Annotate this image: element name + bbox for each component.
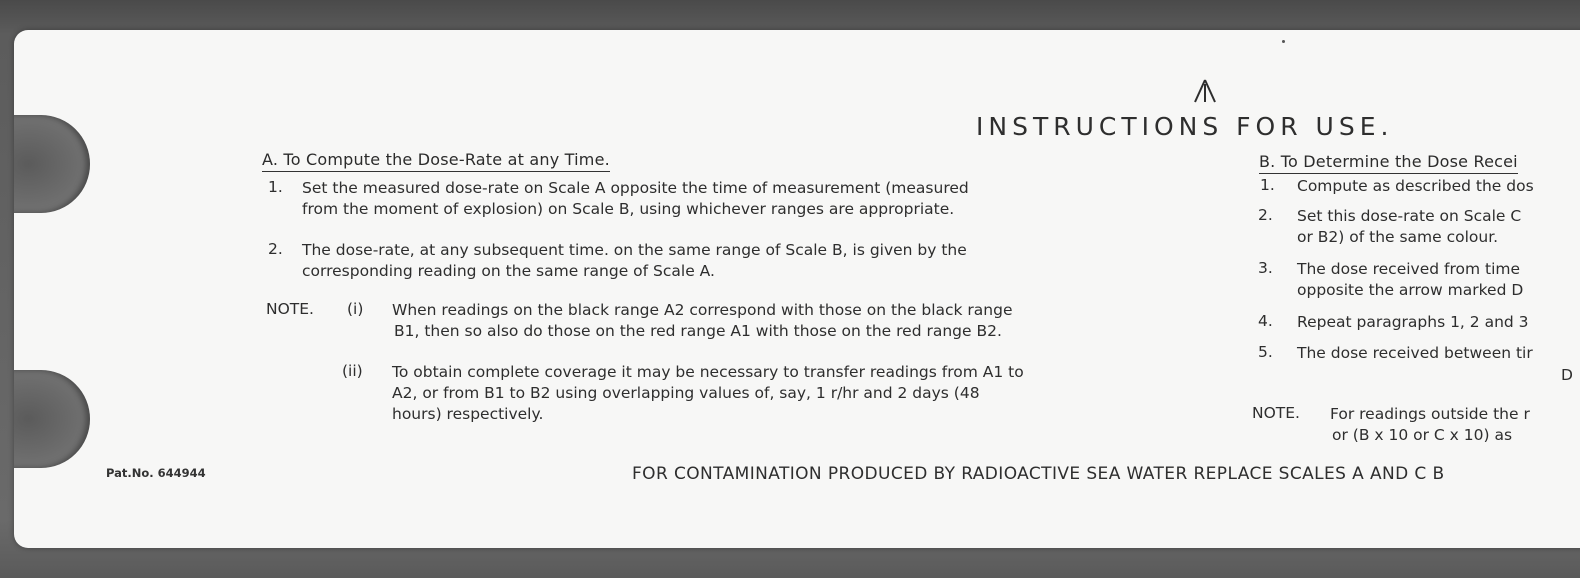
item-line: Set this dose-rate on Scale C (1297, 207, 1522, 225)
item-line: corresponding reading on the same range of Scale A. (302, 262, 715, 280)
item-number: 1. (268, 178, 283, 196)
note-number: (ii) (342, 362, 363, 380)
item-line: The dose received between tir (1297, 344, 1533, 362)
section-b-item-4 (1297, 312, 1529, 333)
item-line: The dose-rate, at any subsequent time. on the same range of Scale B, is given by the (302, 241, 967, 259)
section-a-note-2 (392, 362, 1145, 425)
broad-arrow-icon (1189, 78, 1221, 104)
section-a-item-1 (302, 178, 1145, 220)
card-notch-lower (14, 370, 90, 468)
patent-number: Pat.No. 644944 (106, 466, 206, 480)
section-a-heading: A. To Compute the Dose-Rate at any Time. (262, 150, 610, 172)
item-number: 3. (1258, 259, 1273, 277)
item-number: 2. (1258, 206, 1273, 224)
note-line: hours) respectively. (392, 405, 544, 423)
section-a-note-1 (392, 300, 1145, 342)
item-line: D (1561, 366, 1573, 384)
note-line: To obtain complete coverage it may be necessary to transfer readings from A1 to (392, 363, 1024, 381)
section-b-item-1 (1297, 176, 1534, 197)
item-number: 1. (1260, 176, 1275, 194)
slide-rule-card (14, 30, 1580, 548)
speck (1282, 40, 1285, 43)
item-line: Compute as described the dos (1297, 177, 1534, 195)
page-title: INSTRUCTIONS FOR USE. (976, 112, 1394, 141)
note-line: When readings on the black range A2 correspond with those on the black range (392, 301, 1013, 319)
note-number: (i) (347, 300, 364, 318)
note-line: For readings outside the r (1330, 405, 1530, 423)
note-label: NOTE. (266, 300, 314, 318)
item-line: The dose received from time (1297, 260, 1521, 278)
note-label: NOTE. (1252, 404, 1300, 422)
item-line: or B2) of the same colour. (1297, 228, 1499, 246)
note-line: or (B x 10 or C x 10) as (1332, 426, 1513, 444)
item-number: 5. (1258, 343, 1273, 361)
section-b-note (1330, 404, 1530, 446)
note-line: B1, then so also do those on the red range A1 with those on the red range B2. (394, 322, 1002, 340)
card-notch-upper (14, 115, 90, 213)
note-line: A2, or from B1 to B2 using overlapping values of, say, 1 r/hr and 2 days (48 (392, 384, 980, 402)
footer-note: FOR CONTAMINATION PRODUCED BY RADIOACTIVE SEA WATER REPLACE SCALES A AND C B (632, 464, 1445, 484)
item-number: 2. (268, 240, 283, 258)
section-a-item-2 (302, 240, 1145, 282)
item-line: Repeat paragraphs 1, 2 and 3 (1297, 313, 1529, 331)
item-line: from the moment of explosion) on Scale B, using whichever ranges are appropriate. (302, 200, 955, 218)
section-b-heading: B. To Determine the Dose Recei (1259, 152, 1518, 174)
item-line: opposite the arrow marked D (1297, 281, 1524, 299)
section-b-item-5 (1297, 343, 1573, 386)
section-b-item-2 (1297, 206, 1521, 248)
item-line: Set the measured dose-rate on Scale A opposite the time of measurement (measured (302, 179, 969, 197)
item-number: 4. (1258, 312, 1273, 330)
section-b-item-3 (1297, 259, 1523, 301)
